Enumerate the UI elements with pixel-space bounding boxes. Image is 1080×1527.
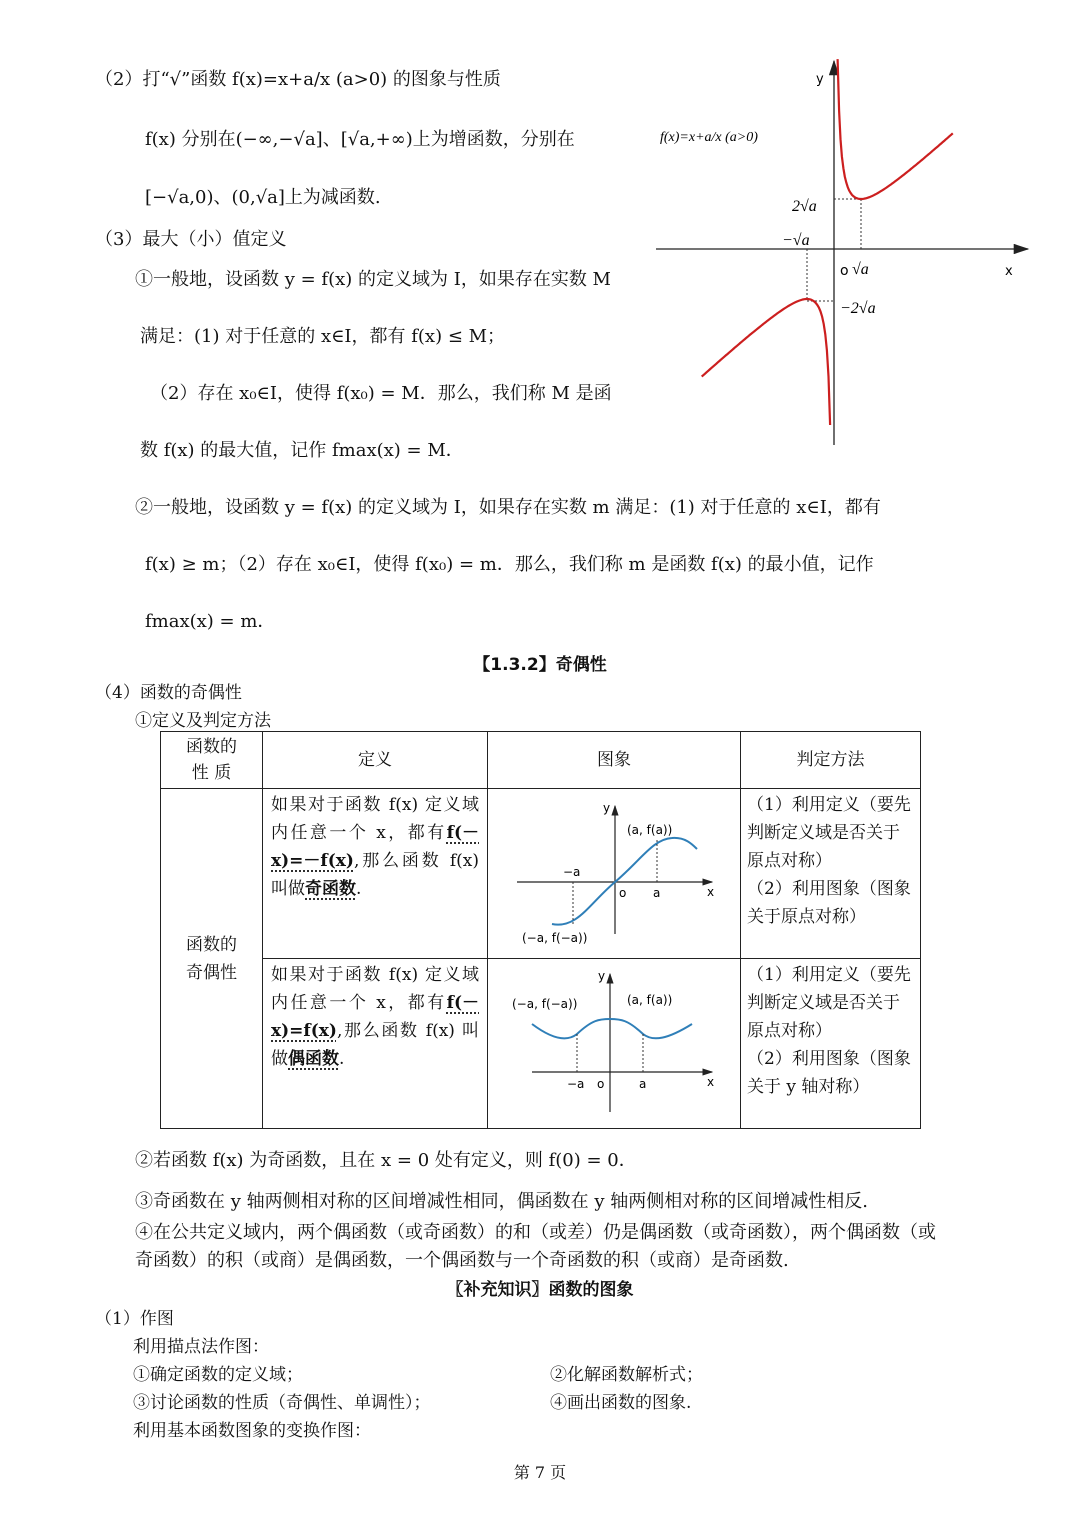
even-method: （1）利用定义（要先判断定义域是否关于原点对称） （2）利用图象（图象关于 y 轴对称） xyxy=(741,959,921,1129)
section3-p2a: ②一般地，设函数 y = f(x) 的定义域为 I，如果存在实数 m 满足：(1) 对于任意的 x∈I，都有 xyxy=(135,497,881,518)
even-condition: f(－x)=f(x) xyxy=(271,993,479,1041)
graph1-two-sqrt-a: 2√a xyxy=(792,198,817,215)
plot-transform: 利用基本函数图象的变换作图： xyxy=(133,1421,371,1441)
odd-function-term: 奇函数 xyxy=(305,879,356,899)
plot-step-1: ①确定函数的定义域； xyxy=(133,1365,303,1385)
graph1-neg-sqrt-a: −√a xyxy=(782,232,810,249)
svg-text:a: a xyxy=(652,886,660,900)
page-number: 第 7 页 xyxy=(513,1463,567,1482)
plot-step-4: ④画出函数的图象. xyxy=(550,1393,692,1413)
note-2: ②若函数 f(x) 为奇函数，且在 x = 0 处有定义，则 f(0) = 0． xyxy=(135,1150,637,1171)
heading-1-3-2: 【1.3.2】奇偶性 xyxy=(473,655,607,675)
hook-function-graph xyxy=(650,55,1050,450)
plot-step-2: ②化解函数解析式； xyxy=(550,1365,703,1385)
svg-text:y: y xyxy=(602,801,610,815)
svg-text:(a, f(a)): (a, f(a)) xyxy=(626,993,672,1007)
odd-condition: f(－x)=－f(x) xyxy=(271,823,479,871)
svg-text:x: x xyxy=(706,885,714,899)
note-4a: ④在公共定义域内，两个偶函数（或奇函数）的和（或差）仍是偶函数（或奇函数），两个偶函数（或 xyxy=(135,1222,936,1243)
even-function-graph xyxy=(507,964,722,1114)
parity-table xyxy=(160,731,921,1129)
header-definition: 定义 xyxy=(263,732,488,789)
odd-definition: 如果对于函数 f(x) 定义域内任意一个 x，都有f(－x)=－f(x),那么函数 f(x) 叫做奇函数. xyxy=(263,789,488,959)
row-label-parity: 函数的 奇偶性 xyxy=(161,789,263,1129)
svg-text:(−a, f(−a)): (−a, f(−a)) xyxy=(521,931,587,944)
even-function-term: 偶函数 xyxy=(288,1049,339,1069)
svg-text:(a, f(a)): (a, f(a)) xyxy=(626,823,672,837)
graph1-pos-sqrt-a: √a xyxy=(852,261,869,278)
plot-intro: 利用描点法作图： xyxy=(133,1337,269,1357)
section3-title: （3）最大（小）值定义 xyxy=(95,229,287,250)
curve-right-branch xyxy=(838,59,953,199)
section3-p1b: 满足：(1) 对于任意的 x∈I，都有 f(x) ≤ M； xyxy=(140,326,506,347)
section2-title: （2）打“√”函数 f(x)=x+a/x (a>0) 的图象与性质 xyxy=(95,69,501,90)
odd-function-graph xyxy=(507,794,722,944)
plot-title: （1）作图 xyxy=(95,1309,174,1329)
graph1-origin: o xyxy=(840,263,849,279)
svg-text:o: o xyxy=(596,1077,604,1091)
even-definition: 如果对于函数 f(x) 定义域内任意一个 x，都有f(－x)=f(x),那么函数 f(x) 叫做偶函数. xyxy=(263,959,488,1129)
header-method: 判定方法 xyxy=(741,732,921,789)
svg-text:y: y xyxy=(597,969,605,983)
note-4b: 奇函数）的积（或商）是偶函数，一个偶函数与一个奇函数的积（或商）是奇函数. xyxy=(135,1250,789,1271)
svg-text:o: o xyxy=(618,886,626,900)
curve-left-branch xyxy=(702,299,830,425)
section4-sub: ①定义及判定方法 xyxy=(135,711,271,731)
section2-line2: [−√a,0)、(0,√a]上为减函数. xyxy=(145,187,381,208)
graph1-neg-two-sqrt-a: −2√a xyxy=(840,300,876,317)
svg-text:x: x xyxy=(706,1075,714,1089)
section3-p1c: （2）存在 x₀∈I，使得 f(x₀) = M．那么，我们称 M 是函 xyxy=(150,383,612,404)
odd-graph-cell xyxy=(488,789,741,959)
svg-text:−a: −a xyxy=(566,1077,584,1091)
plot-step-3: ③讨论函数的性质（奇偶性、单调性）； xyxy=(133,1393,431,1413)
section2-line1: f(x) 分别在(−∞,−√a]、[√a,+∞)上为增函数，分别在 xyxy=(145,129,575,150)
section3-p2b: f(x) ≥ m；（2）存在 x₀∈I，使得 f(x₀) = m．那么，我们称 m 是函数 f(x) 的最小值，记作 xyxy=(145,554,874,575)
svg-text:−a: −a xyxy=(562,865,580,879)
svg-text:(−a, f(−a)): (−a, f(−a)) xyxy=(511,997,577,1011)
section4-title: （4）函数的奇偶性 xyxy=(95,683,242,703)
svg-text:a: a xyxy=(638,1077,646,1091)
heading-supplement: 〖补充知识〗函数的图象 xyxy=(446,1280,634,1300)
graph1-x-label: x xyxy=(1005,264,1013,279)
even-graph-cell xyxy=(488,959,741,1129)
header-property: 函数的 性 质 xyxy=(161,732,263,789)
section3-p1a: ①一般地，设函数 y = f(x) 的定义域为 I，如果存在实数 M xyxy=(135,269,611,290)
note-3: ③奇函数在 y 轴两侧相对称的区间增减性相同，偶函数在 y 轴两侧相对称的区间增减性相反. xyxy=(135,1191,868,1212)
graph1-y-label: y xyxy=(816,72,824,87)
header-graph: 图象 xyxy=(488,732,741,789)
section3-p2c: fmax(x) = m． xyxy=(145,611,276,632)
section3-p1d: 数 f(x) 的最大值，记作 fmax(x) = M． xyxy=(140,440,464,461)
odd-method: （1）利用定义（要先判断定义域是否关于原点对称） （2）利用图象（图象关于原点对称） xyxy=(741,789,921,959)
graph1-formula-label: f(x)=x+a/x (a>0) xyxy=(660,130,758,145)
